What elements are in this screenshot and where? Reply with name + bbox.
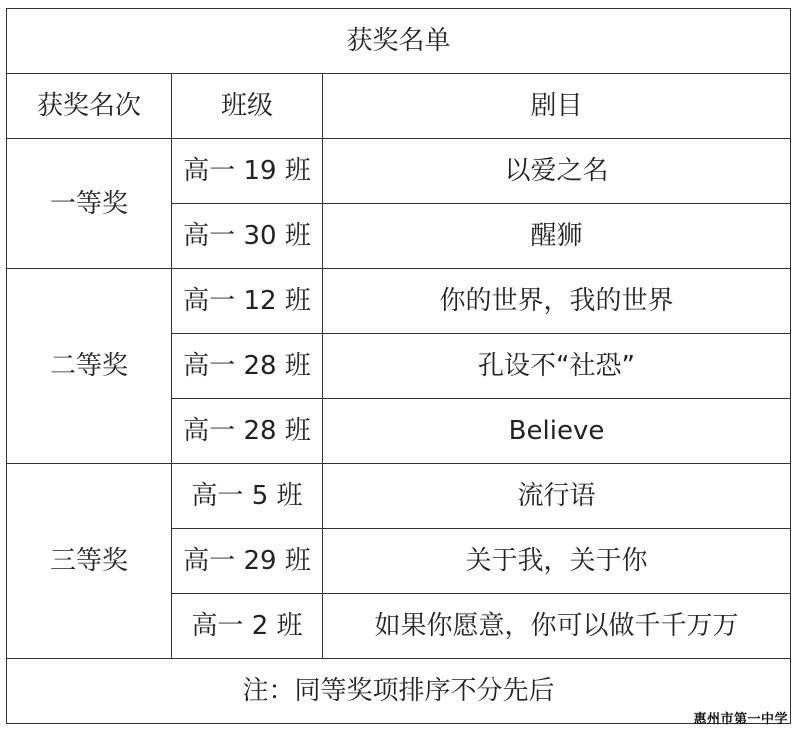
table-title: 获奖名单	[7, 9, 791, 74]
class-cell: 高一 29 班	[172, 529, 323, 594]
table-row	[7, 139, 791, 204]
header-play: 剧目	[323, 74, 791, 139]
header-rank: 获奖名次	[7, 74, 172, 139]
class-cell: 高一 28 班	[172, 399, 323, 464]
play-cell: 孔设不“社恐”	[323, 334, 791, 399]
class-cell: 高一 5 班	[172, 464, 323, 529]
watermark: 惠州市第一中学	[693, 712, 788, 727]
rank-first-prize: 一等奖	[7, 139, 172, 269]
play-cell: Believe	[323, 399, 791, 464]
play-cell: 如果你愿意，你可以做千千万万	[323, 594, 791, 659]
class-cell: 高一 28 班	[172, 334, 323, 399]
class-cell: 高一 30 班	[172, 204, 323, 269]
play-cell: 你的世界，我的世界	[323, 269, 791, 334]
play-cell: 流行语	[323, 464, 791, 529]
play-cell: 醒狮	[323, 204, 791, 269]
header-row	[7, 74, 791, 139]
table-row	[7, 464, 791, 529]
play-cell: 以爱之名	[323, 139, 791, 204]
table-note: 注：同等奖项排序不分先后	[7, 659, 791, 724]
award-list-table	[6, 8, 791, 724]
table-title-row	[7, 9, 791, 74]
class-cell: 高一 2 班	[172, 594, 323, 659]
class-cell: 高一 12 班	[172, 269, 323, 334]
note-row	[7, 659, 791, 724]
rank-third-prize: 三等奖	[7, 464, 172, 659]
header-class: 班级	[172, 74, 323, 139]
table-row	[7, 269, 791, 334]
class-cell: 高一 19 班	[172, 139, 323, 204]
rank-second-prize: 二等奖	[7, 269, 172, 464]
play-cell: 关于我，关于你	[323, 529, 791, 594]
